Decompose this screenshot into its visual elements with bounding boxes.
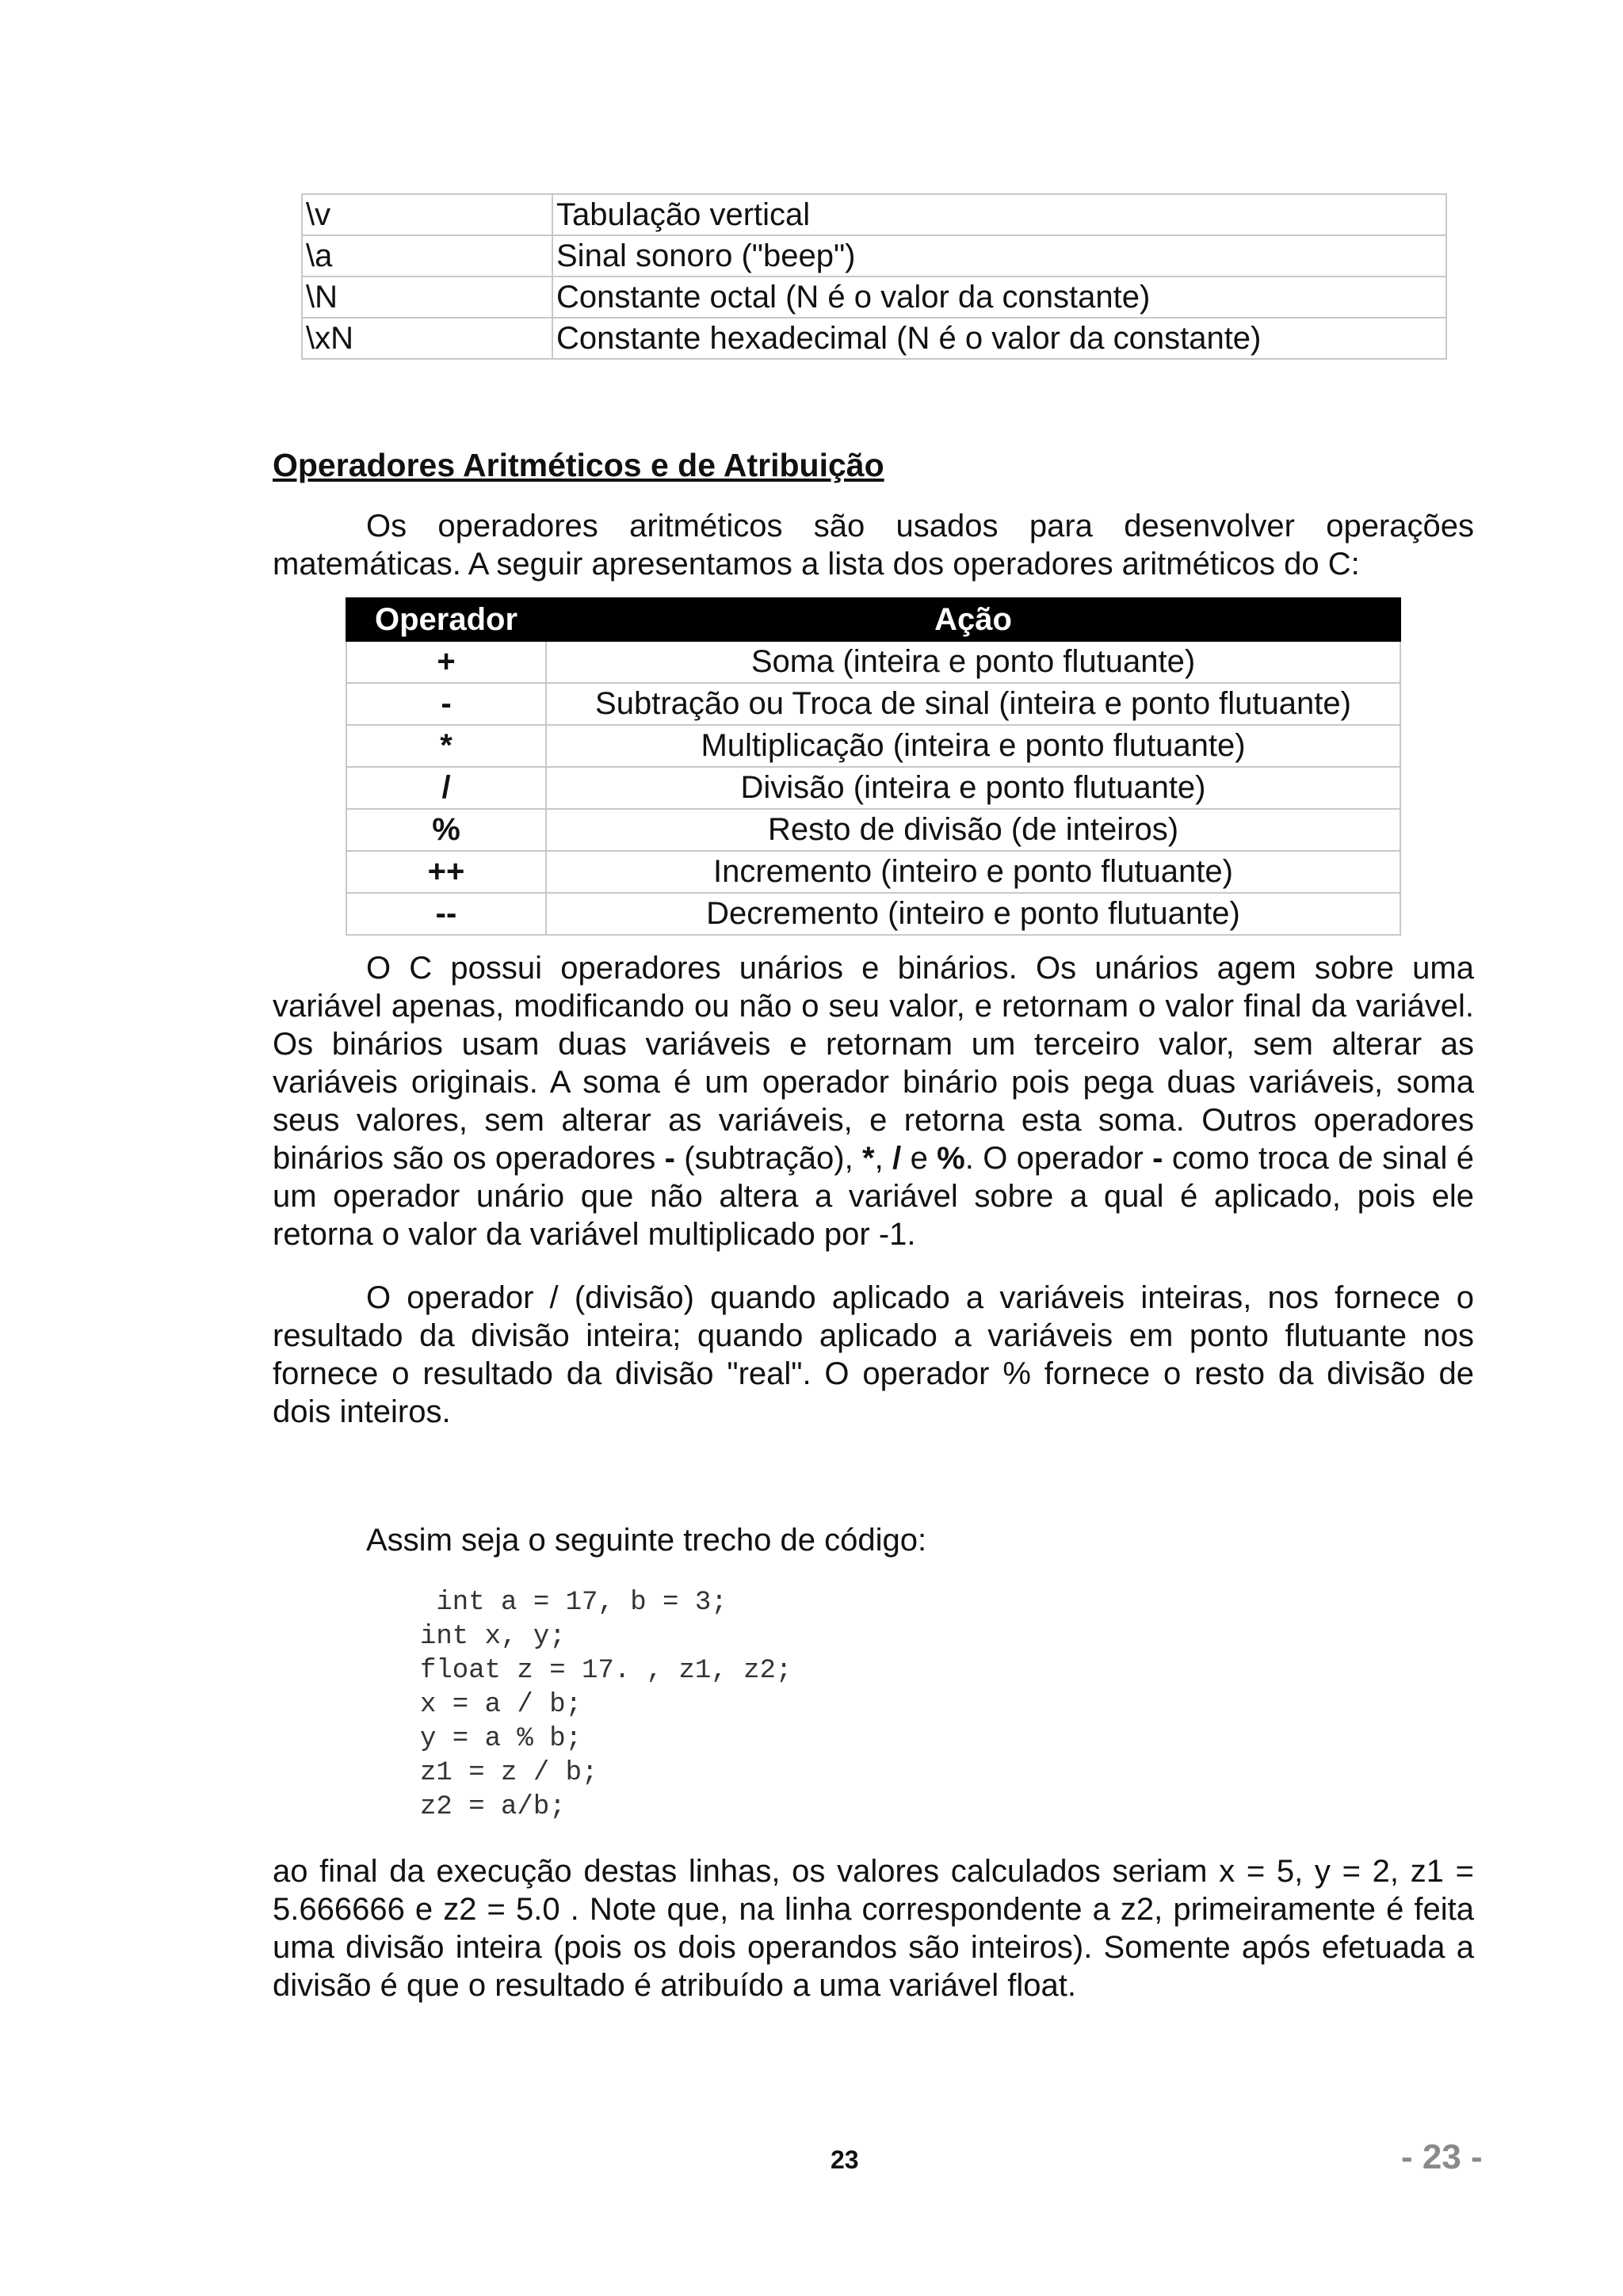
section-heading: Operadores Aritméticos e de Atribuição bbox=[273, 447, 884, 483]
operator-times: * bbox=[862, 1141, 875, 1176]
escape-description: Constante octal (N é o valor da constante) bbox=[552, 277, 1446, 318]
escape-code: \v bbox=[302, 194, 552, 235]
code-line: int x, y; bbox=[420, 1622, 566, 1652]
table-row bbox=[346, 851, 1400, 893]
operator-symbol: -- bbox=[346, 893, 546, 935]
table-row bbox=[302, 235, 1446, 277]
page-label: - 23 - bbox=[1401, 2138, 1483, 2176]
operator-symbol: * bbox=[346, 725, 546, 767]
code-line: y = a % b; bbox=[420, 1724, 582, 1754]
paragraph-text: O operador / (divisão) quando aplicado a variáveis inteiras, nos fornece o resultado da divisão inteira; quando aplicado a variáveis em ponto flutuante nos fornece o resultado da divisão "real". O operador % fornece o resto da divisão de dois inteiros. bbox=[273, 1280, 1474, 1429]
table-row bbox=[346, 641, 1400, 683]
table-header-row bbox=[346, 598, 1400, 641]
operator-action: Decremento (inteiro e ponto flutuante) bbox=[546, 893, 1400, 935]
operator-minus: - bbox=[664, 1141, 675, 1176]
code-line: z1 = z / b; bbox=[420, 1758, 598, 1788]
table-row bbox=[302, 318, 1446, 359]
paragraph-text: como troca de sinal é um operador unário que não altera a variável sobre a qual é aplicado, pois ele retorna o valor da variável multiplicado por -1. bbox=[273, 1141, 1474, 1252]
table-row bbox=[346, 893, 1400, 935]
paragraph-text: Assim seja o seguinte trecho de código: bbox=[366, 1523, 927, 1558]
code-line: x = a / b; bbox=[420, 1690, 582, 1720]
operator-action: Divisão (inteira e ponto flutuante) bbox=[546, 767, 1400, 809]
column-header-action: Ação bbox=[546, 598, 1400, 641]
table-row bbox=[302, 277, 1446, 318]
paragraph-text: O C possui operadores unários e binários. Os unários agem sobre uma variável apenas, modificando ou não o seu valor, e retornam o valor final da variável. Os binários usam duas variáveis e retornam um terceiro valor, sem alterar as variáveis originais. A soma é um operador binário pois pega duas variáveis, soma seus valores, sem alterar as variáveis, e retorna esta soma. Outros operadores binários são os operadores bbox=[273, 951, 1474, 1176]
operator-symbol: / bbox=[346, 767, 546, 809]
operator-action: Incremento (inteiro e ponto flutuante) bbox=[546, 851, 1400, 893]
escape-description: Sinal sonoro ("beep") bbox=[552, 235, 1446, 277]
escape-sequence-table bbox=[301, 193, 1447, 360]
table-row bbox=[346, 809, 1400, 851]
table-row bbox=[346, 767, 1400, 809]
escape-description: Constante hexadecimal (N é o valor da constante) bbox=[552, 318, 1446, 359]
operator-action: Subtração ou Troca de sinal (inteira e ponto flutuante) bbox=[546, 683, 1400, 725]
operator-action: Resto de divisão (de inteiros) bbox=[546, 809, 1400, 851]
code-line: int a = 17, b = 3; bbox=[420, 1588, 727, 1618]
paragraph-text: , bbox=[874, 1141, 893, 1176]
operator-action: Soma (inteira e ponto flutuante) bbox=[546, 641, 1400, 683]
operator-minus: - bbox=[1152, 1141, 1163, 1176]
result-paragraph: ao final da execução destas linhas, os valores calculados seriam x = 5, y = 2, z1 = 5.666666 e z2 = 5.0 . Note que, na linha correspondente a z2, primeiramente é feita uma divisão inteira (pois os dois operandos são inteiros). Somente após efetuada a divisão é que o resultado é atribuído a uma variável float. bbox=[273, 1854, 1474, 2003]
code-intro-paragraph bbox=[273, 1521, 1474, 1559]
footer-page-number: 23 bbox=[831, 2145, 859, 2174]
operator-symbol: + bbox=[346, 641, 546, 683]
unary-binary-paragraph bbox=[273, 949, 1474, 1253]
escape-code: \xN bbox=[302, 318, 552, 359]
escape-code: \N bbox=[302, 277, 552, 318]
operator-symbol: - bbox=[346, 683, 546, 725]
table-row bbox=[302, 194, 1446, 235]
operators-table bbox=[346, 597, 1401, 936]
paragraph-text: . O operador bbox=[964, 1141, 1153, 1176]
operator-divide: / bbox=[892, 1141, 902, 1176]
operator-modulo: % bbox=[937, 1141, 965, 1176]
paragraph-text: e bbox=[901, 1141, 938, 1176]
column-header-operator: Operador bbox=[346, 598, 546, 641]
paragraph-text: (subtração), bbox=[674, 1141, 863, 1176]
operator-symbol: % bbox=[346, 809, 546, 851]
escape-code: \a bbox=[302, 235, 552, 277]
intro-paragraph bbox=[273, 507, 1474, 583]
operator-symbol: ++ bbox=[346, 851, 546, 893]
division-paragraph bbox=[273, 1279, 1474, 1431]
table-row bbox=[346, 725, 1400, 767]
intro-text: Os operadores aritméticos são usados para desenvolver operações matemáticas. A seguir apresentamos a lista dos operadores aritméticos do C: bbox=[273, 509, 1474, 582]
operator-action: Multiplicação (inteira e ponto flutuante) bbox=[546, 725, 1400, 767]
code-snippet bbox=[420, 1586, 792, 1825]
code-line: float z = 17. , z1, z2; bbox=[420, 1656, 792, 1686]
table-row bbox=[346, 683, 1400, 725]
code-line: z2 = a/b; bbox=[420, 1792, 566, 1822]
escape-description: Tabulação vertical bbox=[552, 194, 1446, 235]
